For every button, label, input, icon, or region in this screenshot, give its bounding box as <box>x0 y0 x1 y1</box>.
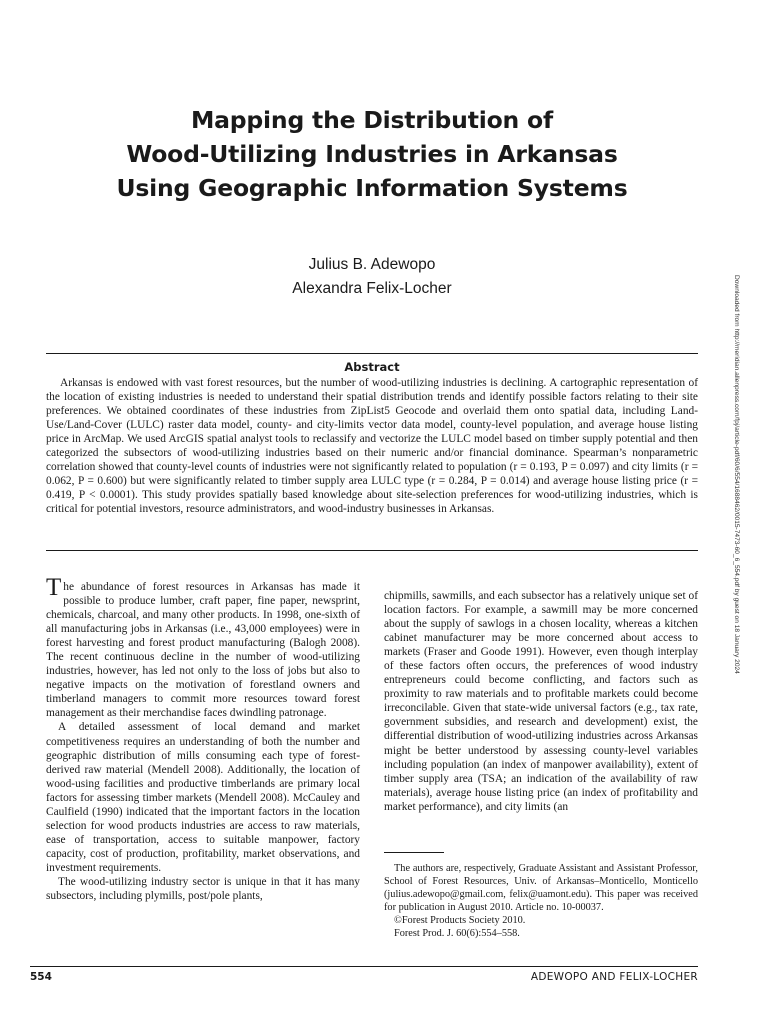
body-column-right <box>384 589 698 814</box>
author-list <box>120 253 624 301</box>
body-column-left <box>46 574 360 903</box>
abstract-top-rule <box>46 353 698 354</box>
footnote <box>384 862 698 940</box>
running-head: ADEWOPO AND FELIX-LOCHER <box>530 971 698 983</box>
author-name: Julius B. Adewopo <box>308 256 436 273</box>
body-paragraph: The abundance of forest resources in Arkansas has made it possible to produce lumber, craft paper, fine paper, newsprint, chemicals, charcoal, and many other products. In 1998, one-sixth of all manufacturing jobs in Arkansas (i.e., 43,000 employees) were in forest harvesting and forest product manufacturing (Balogh 2008). The recent continuous decline in the number of wood-utilizing industries, however, has led not only to the loss of jobs but also to negative impacts on the motivation of forestland owners and timberland managers to commit more resources toward forest management as their merchandise faces dwindling patronage. <box>46 574 360 720</box>
title-line-1: Mapping the Distribution of <box>190 106 554 134</box>
drop-cap: T <box>46 574 62 601</box>
body-paragraph: The wood-utilizing industry sector is unique in that it has many subsectors, including plymills, post/pole plants, <box>46 875 360 903</box>
page-number: 554 <box>30 971 52 983</box>
title-line-3: Using Geographic Information Systems <box>116 174 628 202</box>
author-name: Alexandra Felix-Locher <box>292 280 452 297</box>
footer-rule <box>30 966 698 967</box>
footnote-citation: Forest Prod. J. 60(6):554–558. <box>394 928 520 939</box>
footnote-copyright: ©Forest Products Society 2010. <box>394 915 526 926</box>
watermark-text: Downloaded from http://meridian.allenpress.com/fpj/article-pdf/60/6/554/1688462/0015-7473-60_6_554.pdf by guest on 18 January 2024 <box>733 275 740 674</box>
title-line-2: Wood-Utilizing Industries in Arkansas <box>126 140 618 168</box>
abstract-heading: Abstract <box>344 360 400 374</box>
footnote-rule <box>384 852 444 853</box>
abstract-bottom-rule <box>46 550 698 551</box>
abstract-text: Arkansas is endowed with vast forest resources, but the number of wood-utilizing industries is declining. A cartographic representation of the location of existing industries is needed to understand their spatial distribution trends and identify possible factors relating to their site preferences. We obtained coordinates of these industries from ZipList5 Geocode and overlaid them onto spatial data, including Land-Use/Land-Cover (LULC) raster data model, county- and city-limits vector data model, county-level population, and average house listing price in ArcMap. We used ArcGIS spatial analyst tools to reclassify and vectorize the LULC model based on timber supply potential and then categorized the subsectors of wood-utilizing industries based on their numeric and/or financial dominance. Spearman’s nonparametric correlation showed that county-level counts of industries were not significantly related to population (r = 0.193, P = 0.097) and city limits (r = 0.062, P = 0.600) but were significantly related to timber supply area LULC type (r = 0.284, P = 0.014) and average house listing price (r = 0.419, P < 0.0001). This study provides spatially based knowledge about site-selection preferences for wood-utilizing industries, which is critical for potential investors, resource administrators, and wood-industry businesses in Arkansas. <box>46 377 698 516</box>
body-paragraph: A detailed assessment of local demand and market competitiveness requires an understanding of both the number and geographic distribution of mills consuming each type of forest-derived raw material (Mendell 2008). Additionally, the location of wood-using facilities and productive timberlands are primary local factors for assessing timber markets (Mendell 2008). McCauley and Caulfield (1990) indicated that the important factors in the location selection for wood products industries are access to raw materials, ease of transportation, access to suitable manpower, factory capacity, cost of production, profitability, market observations, and investment requirements. <box>46 721 360 874</box>
body-paragraph: chipmills, sawmills, and each subsector has a relatively unique set of location factors. For example, a sawmill may be more concerned about the supply of sawlogs in a chosen locality, whereas a kitchen cabinet manufacturer may be more concerned about access to markets (Fraser and Goode 1991). However, even though interplay of these factors often occurs, the preferences of wood industry entrepreneurs could become conflicting, and factors such as proximity to raw materials and to profitable markets could become irreconcilable. Given that state-wide universal factors (e.g., tax rate, government subsidies, and research and development) exist, the differential distribution of wood-utilizing industries across Arkansas might be better understood by assessing county-level variables including population (an index of manpower availability), extent of timber supply area (TSA; an indication of the availability of raw materials), average house listing price (an index of profitability and market performance), and city limits (an <box>384 590 698 813</box>
footnote-affiliation: The authors are, respectively, Graduate Assistant and Assistant Professor, School of Forest Resources, Univ. of Arkansas–Monticello, Monticello (julius.adewopo@gmail.com, felix@uamont.edu). This paper was received for publication in August 2010. Article no. 10-00037. <box>384 863 698 913</box>
paper-title <box>60 103 684 205</box>
